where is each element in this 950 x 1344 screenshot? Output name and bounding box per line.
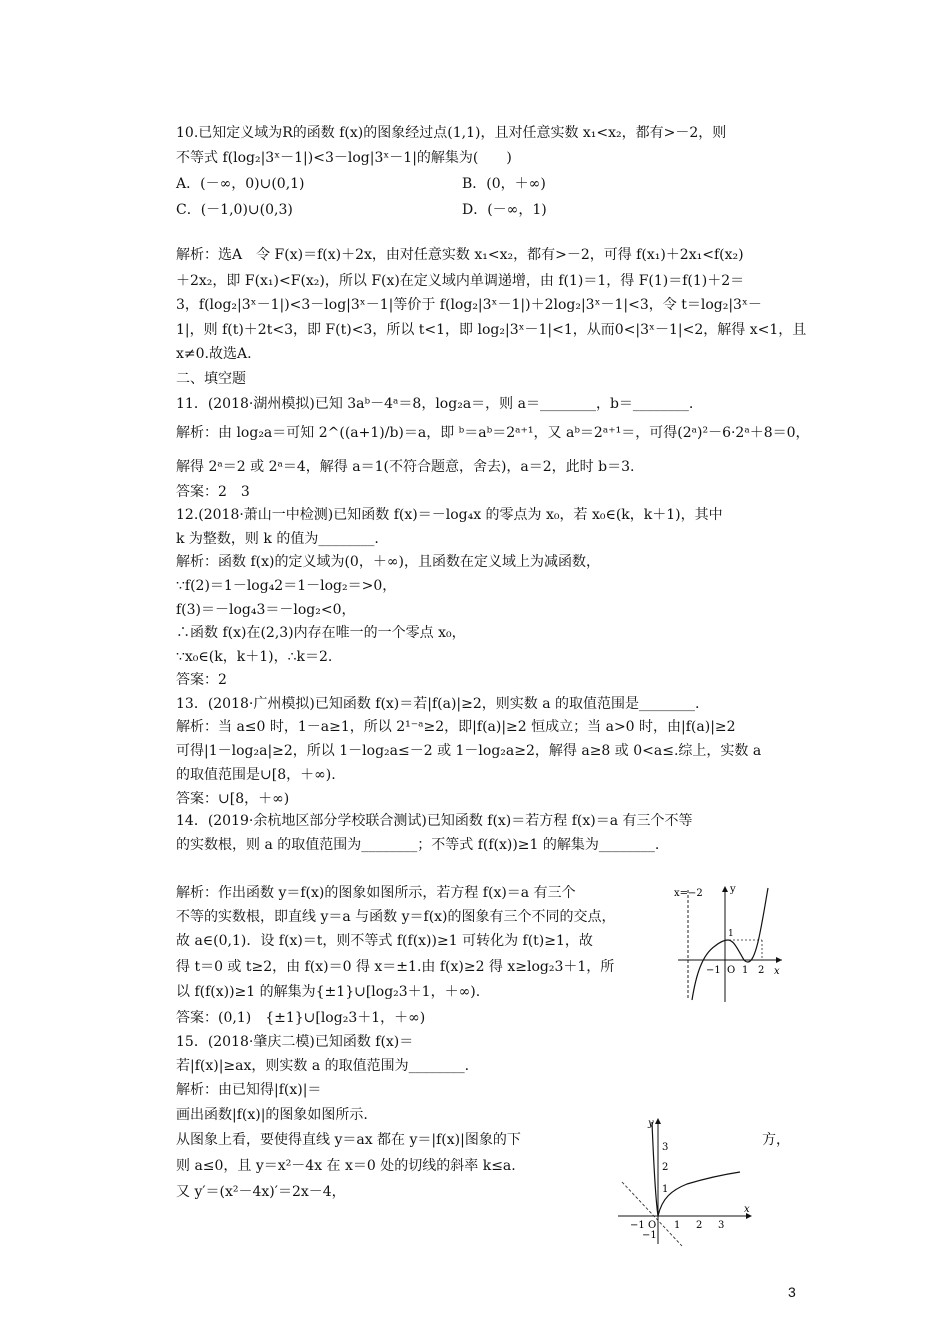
p15-stem-line-2: 若|f(x)|≥ax，则实数 a 的取值范围为________. — [176, 1058, 470, 1074]
xtick-origin: O — [648, 1220, 657, 1231]
p13-solution-line-1: 解析：当 a≤0 时，1－a≥1，所以 2¹⁻ᵃ≥2，即|f(a)|≥2 恒成立；当 a>0 时，由|f(a)|≥2 — [176, 719, 736, 735]
p11-solution-line-2: 解得 2ᵃ＝2 或 2ᵃ＝4，解得 a＝1(不符合题意，舍去)，a＝2，此时 b＝3. — [176, 459, 635, 475]
p15-abs-function-graph — [612, 1112, 757, 1252]
page-number: 3 — [788, 1284, 796, 1300]
p14-stem-line-1: 14．(2019·余杭地区部分学校联合测试)已知函数 f(x)＝若方程 f(x)＝a 有三个不等 — [176, 813, 693, 829]
p15-solution-line-5: 又 y′＝(x²－4x)′＝2x－4， — [176, 1184, 346, 1200]
p10-stem-line-1: 10.已知定义域为R的函数 f(x)的图象经过点(1,1)，且对任意实数 x₁<x₂，都有>－2，则 — [176, 125, 727, 141]
p15-solution-line-2: 画出函数|f(x)|的图象如图所示. — [176, 1107, 368, 1123]
p15-tail-word: 方， — [762, 1132, 790, 1148]
xtick-2: 2 — [696, 1220, 703, 1231]
p12-stem-line-2: k 为整数，则 k 的值为________. — [176, 531, 379, 547]
xtick-neg-1: −1 — [630, 1220, 645, 1231]
p11-solution-line-1: 解析：由 log₂a＝可知 2^((a+1)/b)＝a，即 ᵇ＝aᵇ＝2ᵃ⁺¹，又 aᵇ＝2ᵃ⁺¹＝，可得(2ᵃ)²－6·2ᵃ＋8＝0， — [176, 425, 810, 441]
y-axis-arrow-icon — [722, 886, 728, 892]
label-x: x — [774, 966, 780, 977]
p14-solution-line-5: 以 f(f(x))≥1 的解集为{±1}∪[log₂3＋1，＋∞). — [176, 984, 481, 1000]
curve-right — [658, 1172, 740, 1216]
p10-solution-line-4: 1|，则 f(t)＋2t<3，即 F(t)<3，所以 t<1，即 log₂|3ˣ－1|<1，从而0<|3ˣ－1|<2，解得 x<1，且 — [176, 322, 807, 338]
ytick-1: 1 — [662, 1184, 669, 1195]
xtick-3: 3 — [718, 1220, 725, 1231]
p14-solution-line-2: 不等的实数根，即直线 y＝a 与函数 y＝f(x)的图象有三个不同的交点， — [176, 909, 616, 925]
ytick-neg-1: −1 — [642, 1230, 657, 1241]
p15-solution-line-1: 解析：由已知得|f(x)|＝ — [176, 1082, 322, 1098]
label-y: y — [730, 884, 736, 895]
p14-solution-line-4: 得 t＝0 或 t≥2，由 f(x)＝0 得 x＝±1.由 f(x)≥2 得 x≥log₂3＋1，所 — [176, 959, 615, 975]
label-one: 1 — [728, 929, 734, 939]
p14-function-graph — [670, 880, 790, 1005]
p12-answer: 答案：2 — [176, 672, 227, 688]
p15-solution-line-4: 则 a≤0，且 y＝x²－4x 在 x＝0 处的切线的斜率 k≤a. — [176, 1158, 516, 1174]
p13-solution-line-2: 可得|1－log₂a|≥2，所以 1－log₂a≤－2 或 1－log₂a≥2，解得 a≥8 或 0<a≤.综上，实数 a — [176, 743, 762, 759]
p12-solution-line-3: f(3)＝－log₄3＝－log₂<0， — [176, 602, 356, 618]
p14-stem-line-2: 的实数根，则 a 的取值范围为________；不等式 f(f(x))≥1 的解集为________. — [176, 837, 660, 853]
p11-answer: 答案：2 3 — [176, 484, 250, 500]
curve-right — [744, 888, 768, 962]
p15-solution-line-3: 从图象上看，要使得直线 y＝ax 都在 y＝|f(x)|图象的下 — [176, 1132, 521, 1148]
curve-left — [652, 1122, 658, 1216]
label-asymptote: x=−2 — [674, 888, 703, 899]
p12-solution-line-1: 解析：函数 f(x)的定义域为(0，＋∞)，且函数在定义域上为减函数， — [176, 554, 600, 570]
xtick-1: 1 — [674, 1220, 681, 1231]
p10-option-b: B．(0，＋∞) — [462, 176, 546, 192]
p13-answer: 答案：∪[8，＋∞) — [176, 791, 290, 807]
p14-solution-line-1: 解析：作出函数 y＝f(x)的图象如图所示，若方程 f(x)＝a 有三个 — [176, 885, 576, 901]
p10-stem-line-2: 不等式 f(log₂|3ˣ－1|)<3－log|3ˣ－1|的解集为( ) — [176, 150, 512, 166]
p10-solution-line-3: 3，f(log₂|3ˣ－1|)<3－log|3ˣ－1|等价于 f(log₂|3ˣ－1|)＋2log₂|3ˣ－1|<3，令 t＝log₂|3ˣ－ — [176, 297, 762, 313]
tick-neg-1: −1 — [706, 965, 721, 976]
p10-solution-line-2: ＋2x₂，即 F(x₁)<F(x₂)，所以 F(x)在定义域内单调递增，由 f(1)＝1，得 F(1)＝f(1)＋2＝ — [176, 273, 745, 289]
p10-option-c: C．(－1,0)∪(0,3) — [176, 202, 293, 218]
p10-solution-line-1: 解析：选A 令 F(x)＝f(x)＋2x，由对任意实数 x₁<x₂，都有>－2，可得 f(x₁)＋2x₁<f(x₂) — [176, 247, 744, 263]
p12-solution-line-2: ∵f(2)＝1－log₄2＝1－log₂＝>0， — [176, 578, 397, 594]
y-axis-arrow-icon — [655, 1118, 661, 1124]
p14-answer: 答案：(0,1) {±1}∪[log₂3＋1，＋∞) — [176, 1010, 426, 1026]
p13-solution-line-3: 的取值范围是∪[8，＋∞). — [176, 767, 336, 783]
ytick-3: 3 — [662, 1142, 669, 1153]
x-axis-arrow-icon — [776, 957, 782, 963]
p12-solution-line-5: ∵x₀∈(k，k＋1)，∴k＝2. — [176, 649, 333, 665]
p12-stem-line-1: 12.(2018·萧山一中检测)已知函数 f(x)＝－log₄x 的零点为 x₀，若 x₀∈(k，k＋1)，其中 — [176, 507, 723, 523]
label-x: x — [744, 1204, 750, 1215]
ytick-2: 2 — [662, 1162, 669, 1173]
tick-2: 2 — [758, 965, 765, 976]
p15-stem-line-1: 15．(2018·肇庆二模)已知函数 f(x)＝ — [176, 1034, 414, 1050]
p10-solution-line-5: x≠0.故选A. — [176, 346, 252, 362]
p10-option-a: A．(－∞，0)∪(0,1) — [176, 176, 305, 192]
tick-origin: O — [727, 965, 736, 976]
p10-option-d: D．(－∞，1) — [462, 202, 547, 218]
section-heading: 二、填空题 — [176, 371, 246, 387]
p11-stem: 11．(2018·湖州模拟)已知 3aᵇ－4ᵃ＝8，log₂a＝，则 a＝________，b＝________. — [176, 396, 694, 412]
label-y: y — [648, 1118, 654, 1129]
p14-solution-line-3: 故 a∈(0,1)．设 f(x)＝t，则不等式 f(f(x))≥1 可转化为 f(t)≥1，故 — [176, 933, 593, 949]
tick-1: 1 — [742, 965, 749, 976]
p13-stem: 13．(2018·广州模拟)已知函数 f(x)＝若|f(a)|≥2，则实数 a 的取值范围是________. — [176, 696, 700, 712]
p12-solution-line-4: ∴函数 f(x)在(2,3)内存在唯一的一个零点 x₀， — [176, 625, 466, 641]
